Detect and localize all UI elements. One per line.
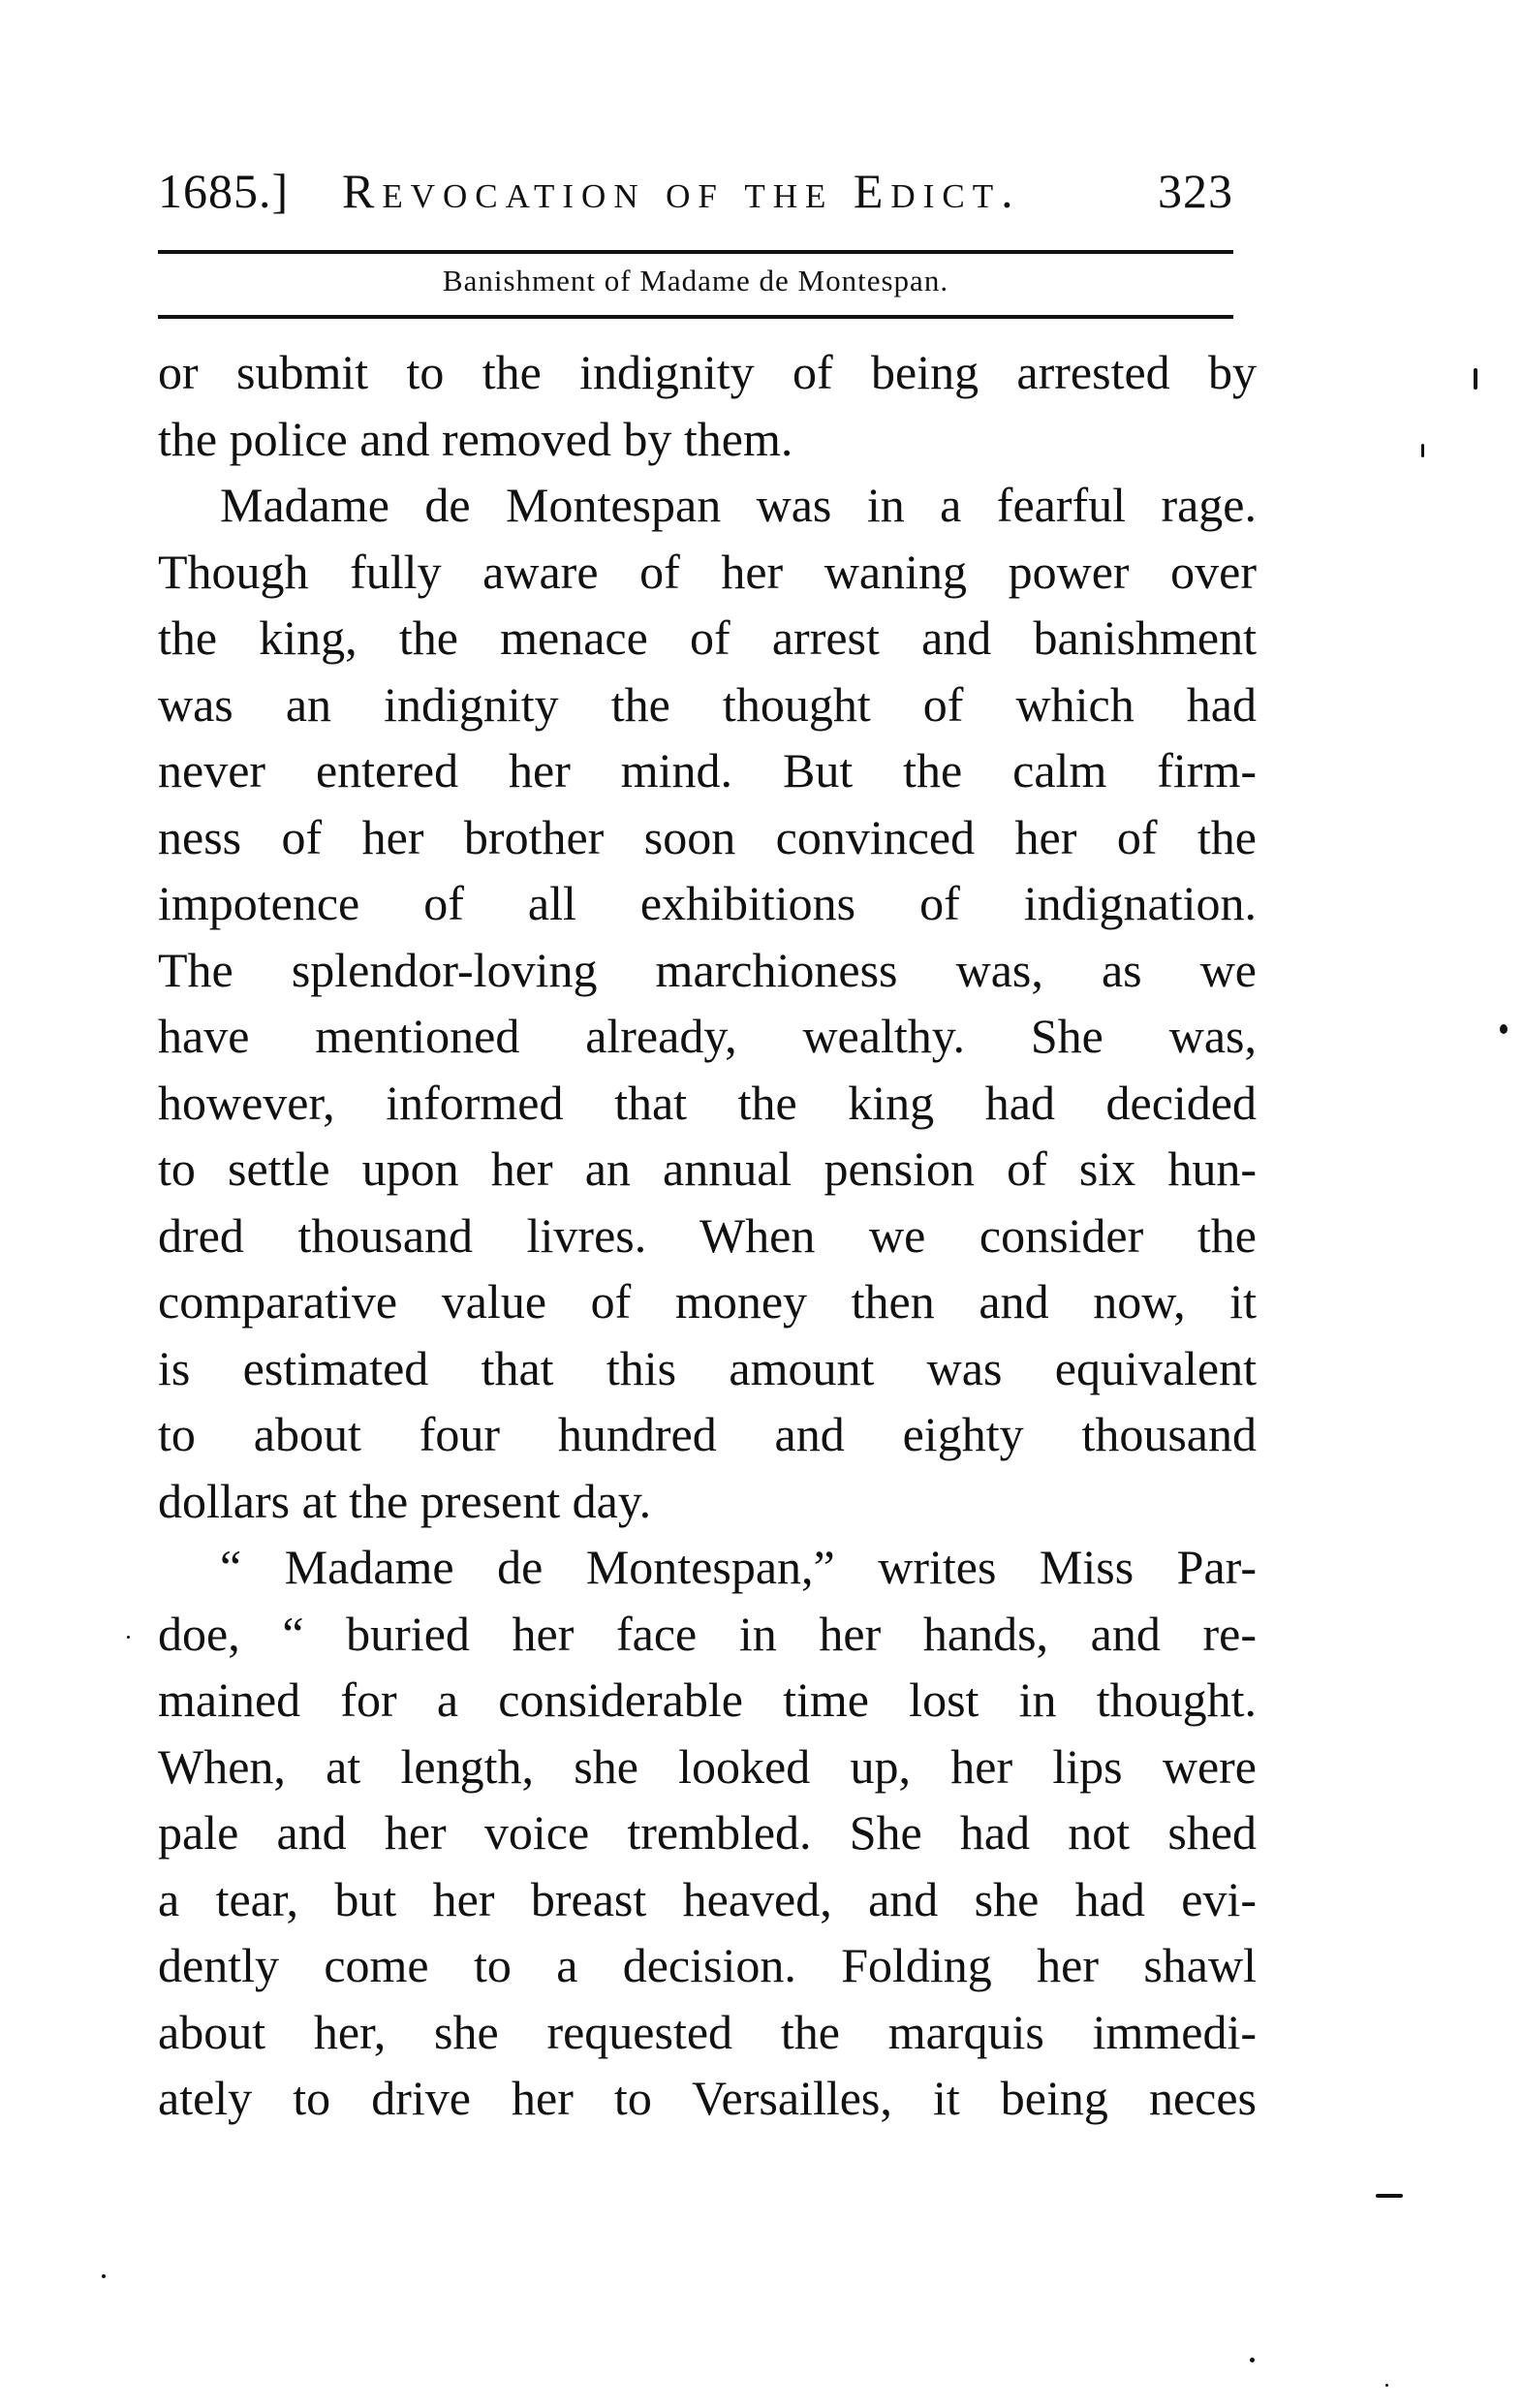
text-line: impotence of all exhibitions of indignation. (158, 876, 1257, 930)
text-line: to settle upon her an annual pension of six hun- (158, 1141, 1257, 1196)
text-line: or submit to the indignity of being arrested by (158, 345, 1257, 399)
scan-speck (1474, 368, 1477, 390)
body-text (158, 339, 1257, 2132)
header-year: 1685.] (158, 164, 290, 218)
text-line: comparative value of money then and now, it (158, 1274, 1257, 1329)
header-rule-top (158, 250, 1233, 254)
scan-speck (1500, 1024, 1507, 1034)
text-line: dollars at the present day. (158, 1473, 652, 1528)
text-line: pale and her voice trembled. She had not shed (158, 1805, 1257, 1860)
text-line: When, at length, she looked up, her lips were (158, 1738, 1257, 1794)
text-line: doe, “ buried her face in her hands, and re- (158, 1606, 1257, 1661)
text-line: the king, the menace of arrest and banishment (158, 610, 1257, 665)
text-line: was an indignity the thought of which had (158, 676, 1257, 732)
running-header (158, 163, 1233, 231)
text-line: ness of her brother soon convinced her of the (158, 809, 1257, 864)
header-title: Revocation of the Edict. (342, 164, 1021, 218)
page-number: 323 (1158, 164, 1233, 218)
text-line: about her, she requested the marquis immedi- (158, 2004, 1257, 2059)
text-line: dred thousand livres. When we consider the (158, 1207, 1257, 1263)
text-line: dently come to a decision. Folding her shawl (158, 1938, 1257, 1992)
text-line: mained for a considerable time lost in thought. (158, 1673, 1257, 1727)
text-line: “ Madame de Montespan,” writes Miss Par- (220, 1540, 1257, 1594)
text-line: is estimated that this amount was equivalent (158, 1340, 1257, 1395)
scan-speck (127, 1636, 130, 1639)
section-subheading: Banishment of Madame de Montespan. (442, 264, 949, 297)
scan-speck (1376, 2194, 1403, 2198)
text-line: a tear, but her breast heaved, and she had evi- (158, 1871, 1257, 1926)
scan-speck (102, 2274, 106, 2278)
text-line: Though fully aware of her waning power over (158, 544, 1257, 599)
text-line: have mentioned already, wealthy. She was, (158, 1009, 1257, 1063)
text-line: to about four hundred and eighty thousand (158, 1407, 1257, 1461)
text-line: ately to drive her to Versailles, it being neces (158, 2071, 1257, 2125)
header-rule-bottom (158, 315, 1233, 319)
text-line: never entered her mind. But the calm firm- (158, 743, 1257, 797)
scan-speck (1250, 2358, 1255, 2362)
text-line: the police and removed by them. (158, 411, 793, 466)
text-line: The splendor-loving marchioness was, as we (158, 942, 1257, 997)
scan-speck (1421, 444, 1424, 457)
scan-speck (1385, 2384, 1388, 2387)
text-line: Madame de Montespan was in a fearful rage. (220, 478, 1257, 532)
text-line: however, informed that the king had decided (158, 1075, 1257, 1130)
